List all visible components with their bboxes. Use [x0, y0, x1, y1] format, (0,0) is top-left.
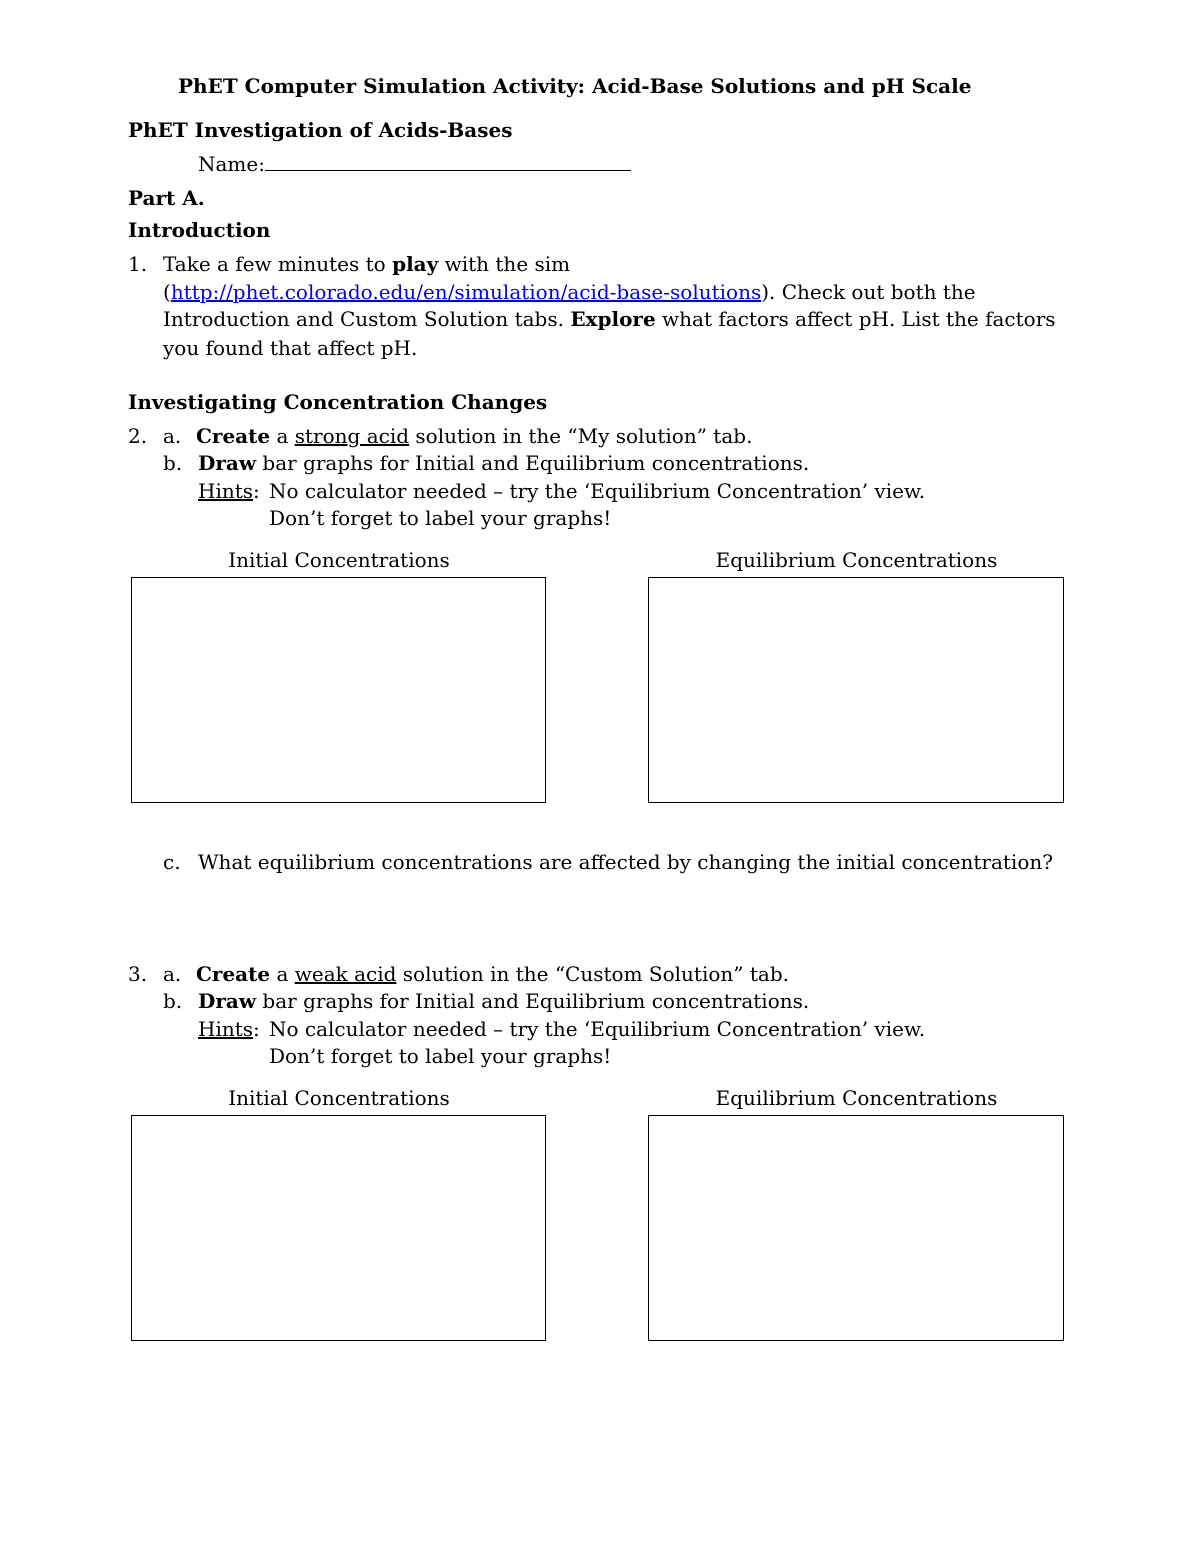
q3-hints-text: No calculator needed – try the ‘Equilibrium Concentration’ view. — [269, 1017, 926, 1041]
q3-initial-caption: Initial Concentrations — [228, 1086, 450, 1110]
q2-number: 2. — [128, 424, 148, 448]
q2-c-label: c. — [163, 850, 181, 874]
q2-hints-row — [198, 478, 260, 504]
q2-a-text2: solution in the “My solution” tab. — [409, 424, 753, 448]
q2-equilibrium-caption: Equilibrium Concentrations — [715, 548, 998, 572]
q2-hints-label: Hints — [198, 479, 254, 503]
name-blank-line[interactable] — [265, 152, 631, 171]
q2-draw-word: Draw — [198, 451, 257, 475]
q3-equilibrium-caption: Equilibrium Concentrations — [715, 1086, 998, 1110]
q1-explore-word: Explore — [570, 307, 656, 331]
q1-line1 — [163, 251, 570, 277]
q1-number: 1. — [128, 252, 148, 276]
q2-hints-text: No calculator needed – try the ‘Equilibrium Concentration’ view. — [269, 479, 926, 503]
q2-a-text1: a — [270, 424, 295, 448]
q3-hints-label: Hints — [198, 1017, 254, 1041]
q1-line4: you found that affect pH. — [163, 336, 418, 360]
q2-equilibrium-graph-box[interactable] — [648, 577, 1064, 803]
q3-hints-row — [198, 1016, 260, 1042]
part-label: Part A. — [128, 186, 205, 210]
q3-draw-word: Draw — [198, 989, 257, 1013]
q1-play-word: play — [392, 252, 439, 276]
q3-a-label: a. — [163, 962, 182, 986]
q2-a-text — [196, 423, 752, 449]
q2-hints-line2: Don’t forget to label your graphs! — [269, 506, 612, 530]
q1-line3 — [163, 306, 1056, 332]
q1-text-a: Take a few minutes to — [163, 252, 393, 276]
q2-initial-caption: Initial Concentrations — [228, 548, 450, 572]
name-label: Name: — [198, 152, 265, 176]
q3-weak-acid: weak acid — [294, 962, 397, 986]
q1-paren: ( — [163, 280, 171, 304]
q3-b-label: b. — [163, 989, 183, 1013]
q3-b-text-rest: bar graphs for Initial and Equilibrium concentrations. — [256, 989, 810, 1013]
sim-link[interactable]: http://phet.colorado.edu/en/simulation/acid-base-solutions — [170, 280, 762, 304]
q3-initial-graph-box[interactable] — [131, 1115, 546, 1341]
q2-initial-graph-box[interactable] — [131, 577, 546, 803]
q1-text-c: ). Check out both the — [761, 280, 976, 304]
q3-hints-line2: Don’t forget to label your graphs! — [269, 1044, 612, 1068]
q3-number: 3. — [128, 962, 148, 986]
q2-c-text: What equilibrium concentrations are affected by changing the initial concentration? — [198, 850, 1053, 874]
q3-equilibrium-graph-box[interactable] — [648, 1115, 1064, 1341]
name-field-row — [198, 151, 631, 177]
q1-line2-text: Introduction and Custom Solution tabs. — [163, 307, 571, 331]
page-title: PhET Computer Simulation Activity: Acid-Base Solutions and pH Scale — [178, 74, 972, 98]
q2-b-label: b. — [163, 451, 183, 475]
q3-b-text — [198, 988, 809, 1014]
q2-b-text — [198, 450, 809, 476]
q3-a-text2: solution in the “Custom Solution” tab. — [396, 962, 789, 986]
q1-text-b: with the sim — [438, 252, 571, 276]
q1-line2-text-b: what factors affect pH. List the factors — [655, 307, 1056, 331]
section-heading: PhET Investigation of Acids-Bases — [128, 118, 513, 142]
concentration-heading: Investigating Concentration Changes — [128, 390, 548, 414]
q2-strong-acid: strong acid — [294, 424, 410, 448]
q3-hints-colon: : — [253, 1017, 260, 1041]
q2-hints-colon: : — [253, 479, 260, 503]
q2-a-label: a. — [163, 424, 182, 448]
q1-line2 — [163, 279, 976, 305]
q3-a-text — [196, 961, 789, 987]
intro-heading: Introduction — [128, 218, 271, 242]
q3-create-word: Create — [196, 962, 271, 986]
q2-b-text-rest: bar graphs for Initial and Equilibrium concentrations. — [256, 451, 810, 475]
q3-a-text1: a — [270, 962, 295, 986]
q2-create-word: Create — [196, 424, 271, 448]
